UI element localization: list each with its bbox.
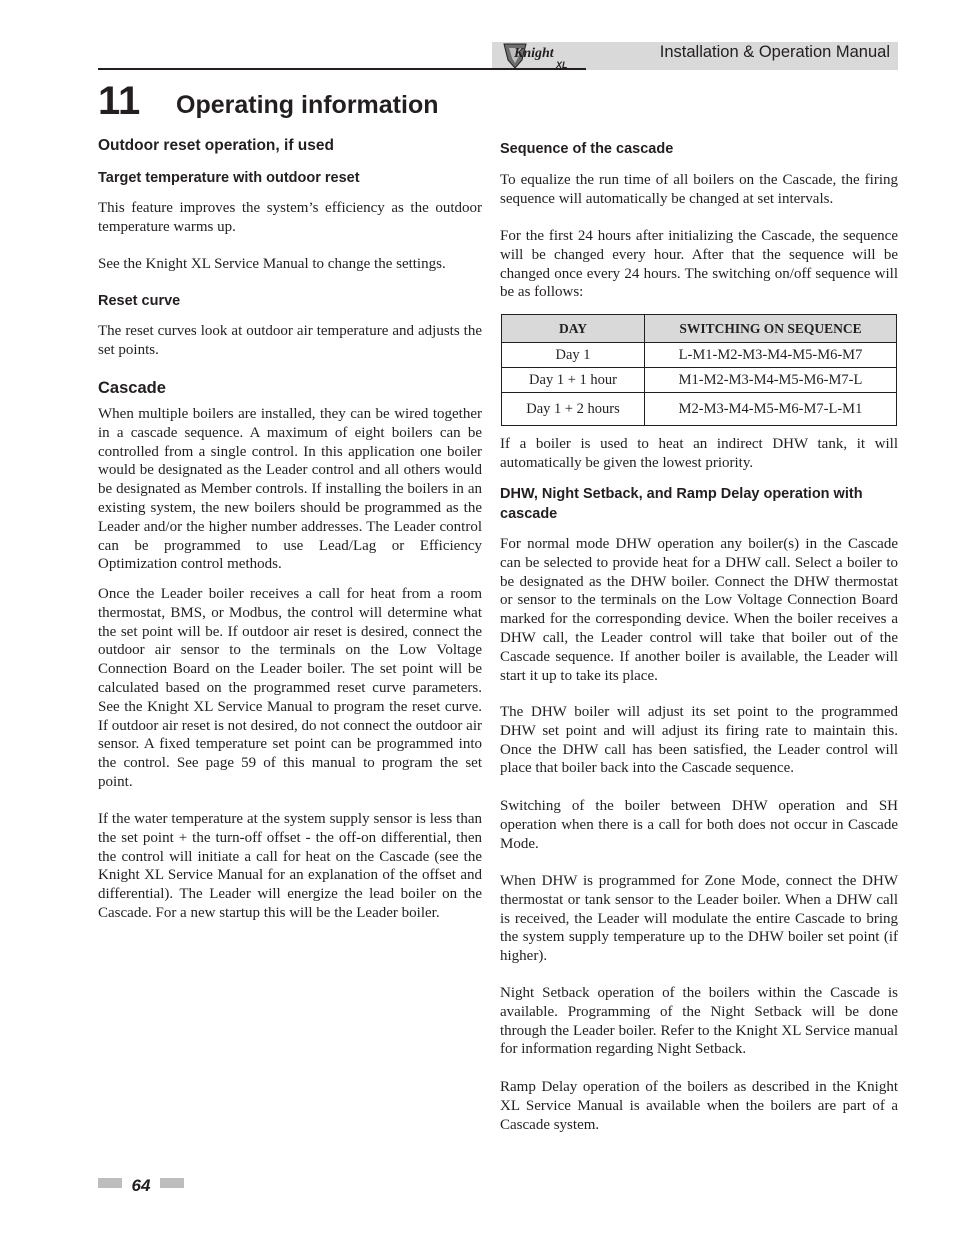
- table-cell-day: Day 1 + 2 hours: [502, 393, 645, 426]
- dhw-paragraph-6: Ramp Delay operation of the boilers as described in the Knight XL Service Manual is available when the boilers are part of a Cascade system.: [500, 1079, 898, 1133]
- switching-sequence-table: [501, 314, 897, 426]
- reset-curve-paragraph: The reset curves look at outdoor air temperature and adjusts the set points.: [98, 323, 482, 358]
- reset-curve-heading: Reset curve: [98, 293, 181, 309]
- cascade-paragraph-2: Once the Leader boiler receives a call for heat from a room thermostat, BMS, or Modbus, the control will determine what the set point will be. If outdoor air reset is desired, connect the outdoor air sensor to the terminals on the Low Voltage Connection Board on the Leader boiler. The set point will be calculated based on the programmed reset curve parameters. See the Knight XL Service Manual to program the reset curve. If outdoor air reset is not desired, do not connect the outdoor air sensor. A fixed temperature set point can be programmed into the control. See page 59 of this manual to program the set point.: [98, 586, 482, 790]
- dhw-paragraph-1: For normal mode DHW operation any boiler(s) in the Cascade can be selected to provide heat for a DHW call. Select a boiler to be designated as the DHW boiler. Connect the DHW thermostat or sensor to the terminals on the Low Voltage Connection Board marked for the corresponding device. When the boiler receives a DHW call, the Leader control will take that boiler out of the Cascade sequence. If another boiler is available, the Leader will start it up to take its place.: [500, 536, 898, 684]
- logo-sub: XL: [556, 60, 568, 70]
- dhw-heading: DHW, Night Setback, and Ramp Delay operation with cascade: [500, 486, 863, 522]
- dhw-paragraph-5: Night Setback operation of the boilers within the Cascade is available. Programming of the Night Setback will be done through the Leader boiler. Refer to the Knight XL Service manual for information regarding Night Setback.: [500, 985, 898, 1058]
- table-row: [502, 393, 897, 426]
- table-cell-sequence: M1-M2-M3-M4-M5-M6-M7-L: [645, 368, 897, 393]
- logo-wordmark: Knight: [514, 46, 554, 61]
- table-header-row: [502, 315, 897, 343]
- page-number: 64: [131, 1176, 151, 1195]
- target-temperature-heading: Target temperature with outdoor reset: [98, 170, 360, 186]
- table-header-day: DAY: [502, 315, 645, 343]
- table-row: [502, 343, 897, 368]
- knight-xl-logo: [500, 40, 580, 70]
- sequence-paragraph-3: If a boiler is used to heat an indirect DHW tank, it will automatically be given the lowest priority.: [500, 436, 898, 471]
- cascade-paragraph-3: If the water temperature at the system supply sensor is less than the set point + the turn-off offset - the off-on differential, then the control will initiate a call for heat on the Cascade (see the Knight XL Service Manual for an explanation of the offset and differential). The Leader will energize the lead boiler on the Cascade. For a new startup this will be the Leader boiler.: [98, 811, 482, 921]
- sequence-paragraph-1: To equalize the run time of all boilers on the Cascade, the firing sequence will automatically be changed at set intervals.: [500, 172, 898, 207]
- dhw-paragraph-2: The DHW boiler will adjust its set point to the programmed DHW set point and will adjust its firing rate to maintain this. Once the DHW call has been satisfied, the Leader control will place that boiler back into the Cascade sequence.: [500, 704, 898, 777]
- cascade-heading: Cascade: [98, 379, 166, 397]
- manual-title: Installation & Operation Manual: [659, 43, 890, 61]
- table-cell-sequence: M2-M3-M4-M5-M6-M7-L-M1: [645, 393, 897, 426]
- cascade-paragraph-1: When multiple boilers are installed, they can be wired together in a cascade sequence. A maximum of eight boilers can be controlled from a single control. In this application one boiler would be designated as the Leader control and all others would be designated as Member controls. If installing the boilers in an existing system, the new boilers should be programmed as the Leader and/or the higher number addresses. The Leader control can be programmed to use Lead/Lag or Efficiency Optimization control methods.: [98, 406, 482, 573]
- chapter-title: Operating information: [176, 91, 439, 119]
- table-row: [502, 368, 897, 393]
- knight-xl-logo-icon: [500, 40, 580, 70]
- dhw-paragraph-3: Switching of the boiler between DHW operation and SH operation when there is a call for both does not occur in Cascade Mode.: [500, 798, 898, 852]
- target-temperature-paragraph-2: See the Knight XL Service Manual to change the settings.: [98, 256, 446, 272]
- footer-bar-left: [98, 1178, 122, 1188]
- table-cell-sequence: L-M1-M2-M3-M4-M5-M6-M7: [645, 343, 897, 368]
- chapter-number: 11: [98, 79, 141, 123]
- dhw-paragraph-4: When DHW is programmed for Zone Mode, connect the DHW thermostat or tank sensor to the Leader boiler. When a DHW call is received, the Leader will modulate the entire Cascade to bring the system supply temperature up to the DHW boiler set point (if higher).: [500, 873, 898, 965]
- table-header-sequence: SWITCHING ON SEQUENCE: [645, 315, 897, 343]
- table-cell-day: Day 1 + 1 hour: [502, 368, 645, 393]
- sequence-heading: Sequence of the cascade: [500, 141, 674, 157]
- table-cell-day: Day 1: [502, 343, 645, 368]
- sequence-paragraph-2: For the first 24 hours after initializing the Cascade, the sequence will be changed every hour. After that the sequence will be changed once every 24 hours. The switching on/off sequence will be as follows:: [500, 228, 898, 301]
- outdoor-reset-heading: Outdoor reset operation, if used: [98, 137, 334, 154]
- footer-bar-right: [160, 1178, 184, 1188]
- target-temperature-paragraph-1: This feature improves the system’s efficiency as the outdoor temperature warms up.: [98, 200, 482, 235]
